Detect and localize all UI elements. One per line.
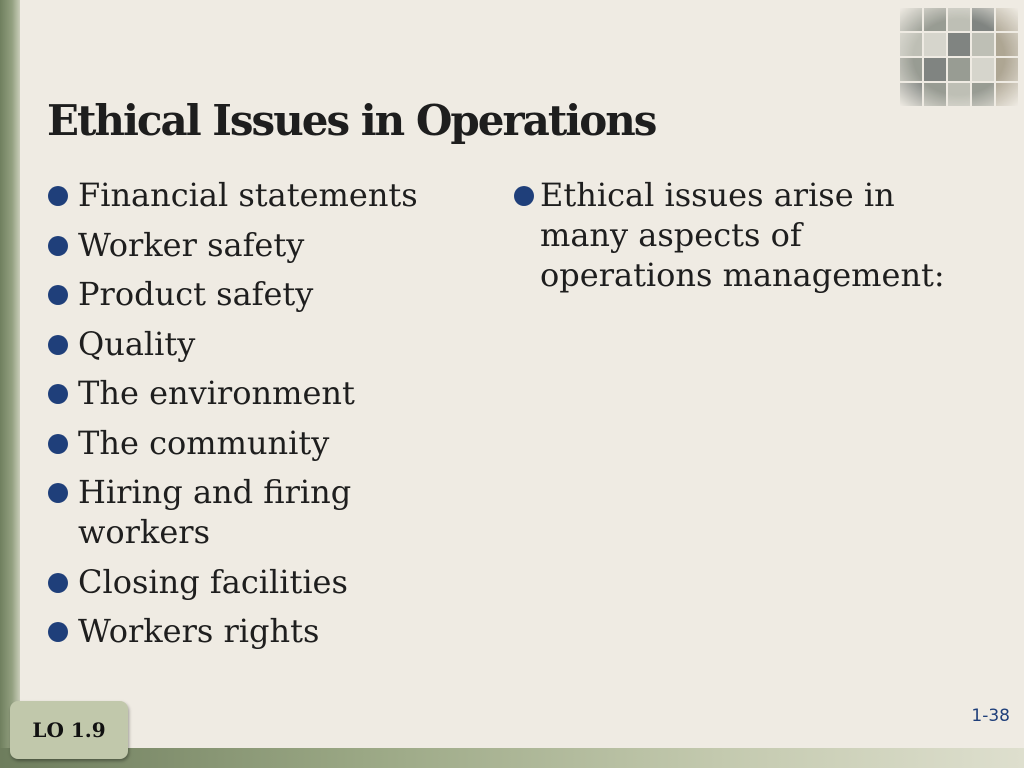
bullet-dot-icon — [48, 483, 68, 503]
list-item: Financial statements — [48, 175, 468, 215]
bullet-dot-icon — [48, 285, 68, 305]
bullet-dot-icon — [48, 384, 68, 404]
bullet-dot-icon — [48, 186, 68, 206]
bullet-dot-icon — [48, 622, 68, 642]
right-bullet-list — [514, 175, 974, 305]
bullet-dot-icon — [48, 335, 68, 355]
bullet-dot-icon — [48, 236, 68, 256]
list-item: Closing facilities — [48, 562, 468, 602]
bullet-dot-icon — [48, 434, 68, 454]
list-item: The community — [48, 423, 468, 463]
list-item: Ethical issues arise in many aspects of operations management: — [514, 175, 960, 295]
list-item: The environment — [48, 373, 468, 413]
slide-title: Ethical Issues in Operations — [47, 96, 656, 145]
left-decorative-bar — [0, 0, 20, 768]
list-item: Hiring and firing workers — [48, 472, 378, 552]
slide-number: 1-38 — [971, 706, 1010, 726]
list-item: Quality — [48, 324, 468, 364]
bullet-dot-icon — [514, 186, 534, 206]
learning-objective-badge: LO 1.9 — [10, 701, 128, 759]
list-item: Worker safety — [48, 225, 468, 265]
bullet-dot-icon — [48, 573, 68, 593]
photo-collage-image — [900, 8, 1018, 106]
list-item: Workers rights — [48, 611, 468, 651]
list-item: Product safety — [48, 274, 468, 314]
bottom-decorative-bar — [0, 748, 1024, 768]
left-bullet-list — [48, 175, 468, 661]
